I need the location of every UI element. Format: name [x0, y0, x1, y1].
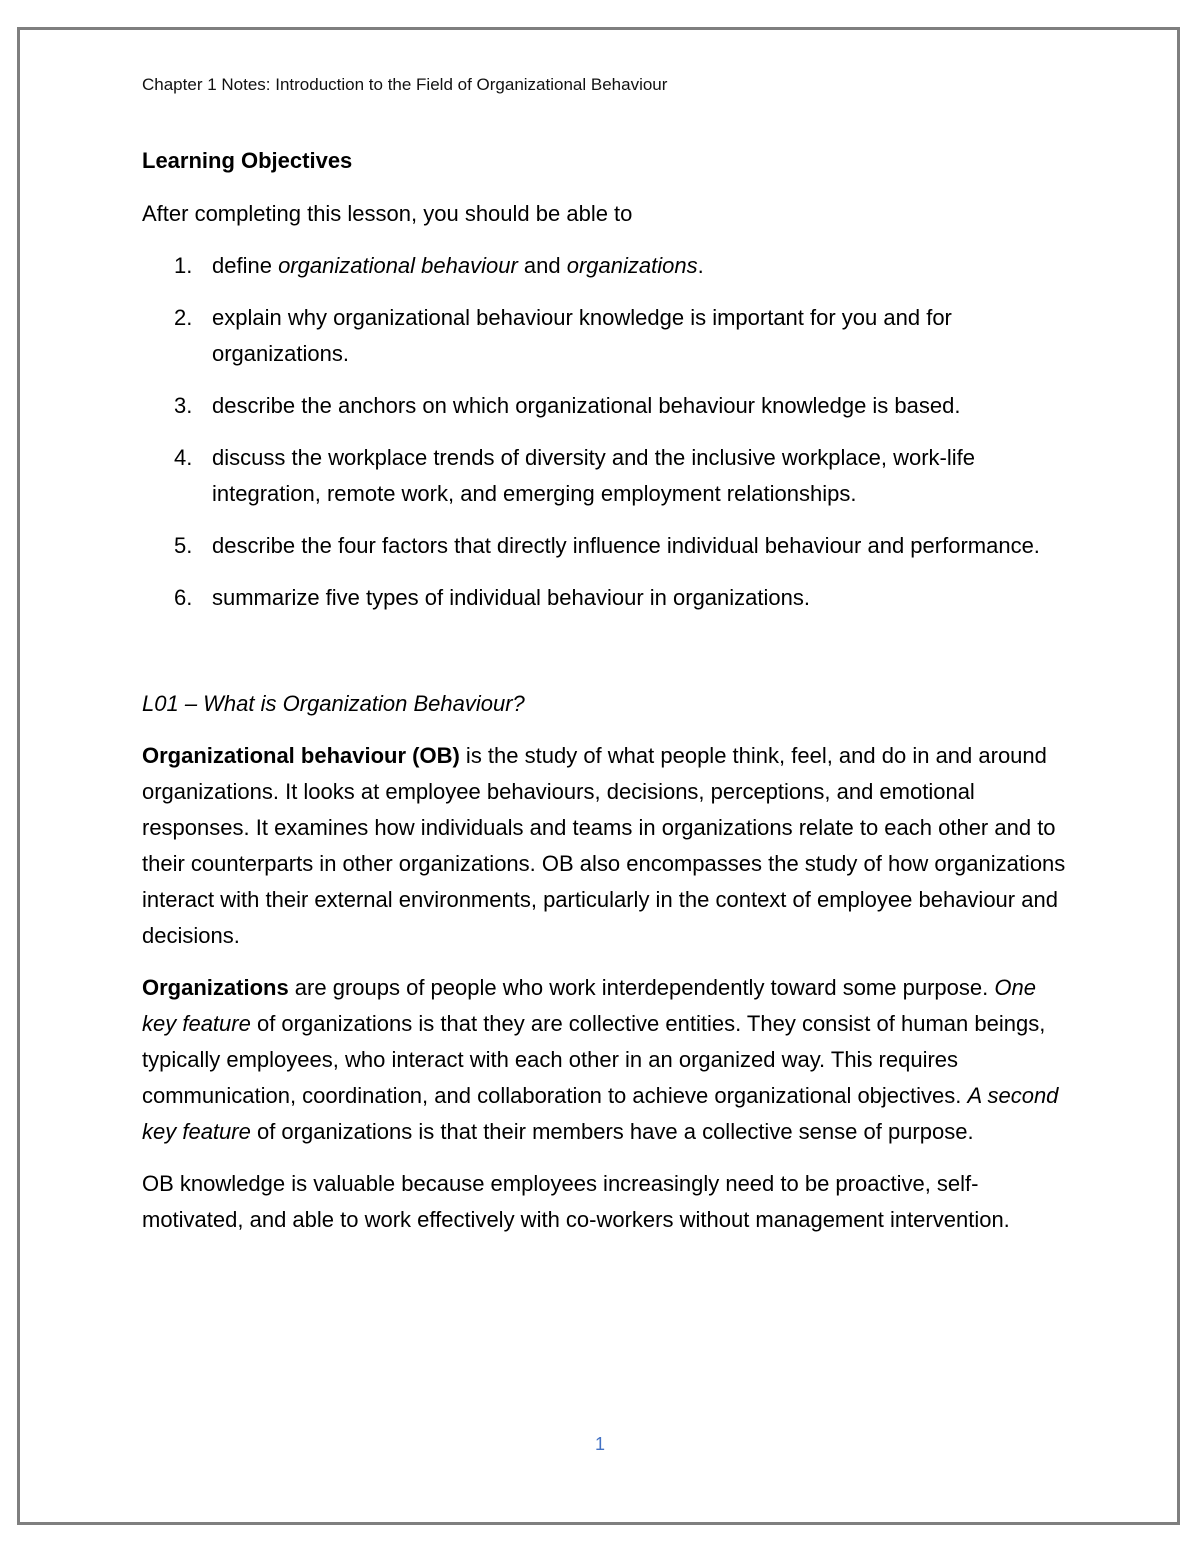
page-body	[142, 74, 1072, 1238]
objective-item	[142, 580, 1072, 616]
objective-number: 6.	[174, 585, 193, 610]
objective-item	[142, 388, 1072, 424]
objectives-list	[142, 248, 1072, 616]
objective-number: 4.	[174, 445, 193, 470]
objective-text: describe the anchors on which organizational behaviour knowledge is based.	[212, 393, 961, 418]
objective-text: explain why organizational behaviour knowledge is important for you and for organizations.	[212, 305, 952, 366]
term-organizational-behaviour: organizational behaviour	[278, 253, 518, 278]
section-heading-lo1: L01 – What is Organization Behaviour?	[142, 691, 525, 716]
objective-number: 3.	[174, 393, 193, 418]
running-header: Chapter 1 Notes: Introduction to the Field of Organizational Behaviour	[142, 75, 668, 94]
objective-item	[142, 300, 1072, 372]
objective-text: describe the four factors that directly influence individual behaviour and performance.	[212, 533, 1040, 558]
term-ob: Organizational behaviour (OB)	[142, 743, 460, 768]
objective-item: 1. define organizational behaviour and organizations.	[142, 248, 1072, 284]
ob-value-paragraph: OB knowledge is valuable because employees increasingly need to be proactive, self-motivated, and able to work effectively with co-workers without management intervention.	[142, 1171, 1010, 1232]
objective-number: 1.	[174, 253, 193, 278]
page-number: 1	[594, 1434, 605, 1454]
emphasis-one-key-feature: One key feature	[142, 975, 1036, 1036]
objective-text: summarize five types of individual behaviour in organizations.	[212, 585, 810, 610]
term-organizations: organizations	[566, 253, 698, 278]
objective-number: 2.	[174, 305, 193, 330]
objective-text: discuss the workplace trends of diversity and the inclusive workplace, work-life integration, remote work, and emerging employment relationships.	[212, 445, 975, 506]
ob-definition-paragraph: Organizational behaviour (OB) is the study of what people think, feel, and do in and around organizations. It looks at employee behaviours, decisions, perceptions, and emotional responses. It examines how individuals and teams in organizations relate to each other and to their counterparts in other organizations. OB also encompasses the study of how organizations interact with their external environments, particularly in the context of employee behaviour and decisions.	[142, 743, 1066, 948]
emphasis-second-key-feature: A second key feature	[142, 1083, 1059, 1144]
term-organizations-bold: Organizations	[142, 975, 289, 1000]
objective-item	[142, 440, 1072, 512]
objective-number: 5.	[174, 533, 193, 558]
organizations-definition-paragraph: Organizations are groups of people who work interdependently toward some purpose. One key feature of organizations is that they are collective entities. They consist of human beings, typically employees, who interact with each other in an organized way. This requires communication, coordination, and collaboration to achieve organizational objectives. A second key feature of organizations is that their members have a collective sense of purpose.	[142, 975, 1059, 1144]
learning-objectives-heading: Learning Objectives	[142, 148, 353, 173]
objective-item	[142, 528, 1072, 564]
objectives-intro: After completing this lesson, you should be able to	[142, 201, 633, 226]
